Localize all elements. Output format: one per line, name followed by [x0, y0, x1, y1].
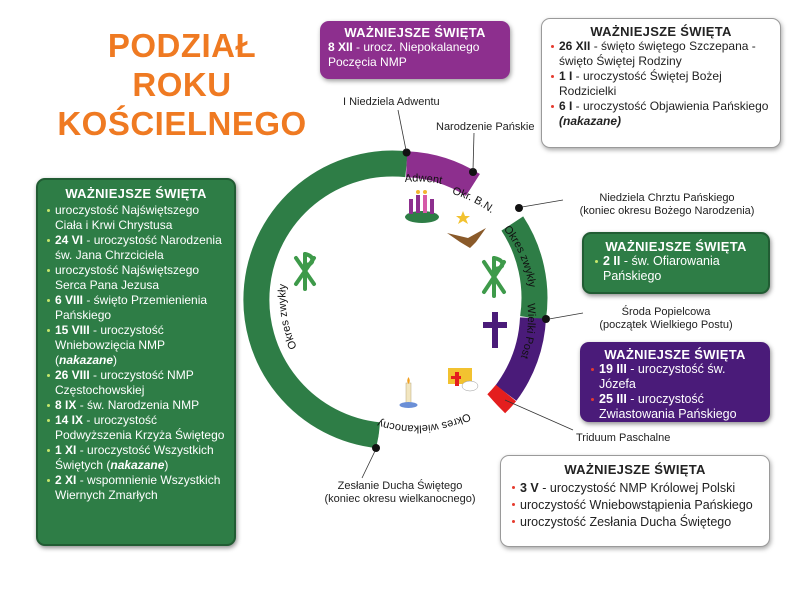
cross-icon [483, 312, 507, 348]
feast-item: uroczystość Wniebowstąpienia Pańskiego [511, 497, 759, 514]
marker-baptism [515, 204, 523, 212]
callout-baptism-title: Niedziela Chrztu Pańskiego [599, 192, 735, 204]
box-header: WAŻNIEJSZE ŚWIĘTA [590, 24, 732, 39]
season-ordinary1-label: Okres zwykły [501, 223, 538, 289]
callout-baptism [562, 192, 772, 218]
callout-ash-wednesday-title: Środa Popielcowa [621, 306, 711, 318]
feast-item: 1 XI - uroczystość Wszystkich Świętych (nakazane) [46, 443, 226, 473]
title-line-1: PODZIAŁ [107, 27, 257, 64]
box-header: WAŻNIEJSZE ŚWIĘTA [65, 186, 207, 201]
season-christmas-label: Okr. B.N. [450, 185, 497, 216]
ring-triduum [496, 393, 506, 404]
easter-lamb-icon [448, 368, 478, 391]
feast-item: 1 I - uroczystość Świętej Bożej Rodzicielki [550, 69, 772, 99]
box-lent-feasts [580, 342, 770, 422]
box-header: WAŻNIEJSZE ŚWIĘTA [605, 239, 747, 254]
star-dove-icon [447, 211, 486, 248]
box-ordinary-feasts [36, 178, 236, 546]
callout-triduum: Triduum Paschalne [576, 432, 671, 444]
chi-rho-icon-left [296, 254, 314, 289]
paschal-candle-icon [400, 377, 418, 408]
feast-item: 14 IX - uroczystość Podwyższenia Krzyża Świętego [46, 413, 226, 443]
callout-ash-wednesday-sub: (początek Wielkiego Postu) [599, 319, 733, 331]
feast-item: 26 VIII - uroczystość NMP Częstochowskiej [46, 368, 226, 398]
feast-item: uroczystość Zesłania Ducha Świętego [511, 514, 759, 531]
callout-baptism-sub: (koniec okresu Bożego Narodzenia) [579, 205, 755, 217]
callout-pentecost [300, 480, 500, 506]
box-header: WAŻNIEJSZE ŚWIĘTA [604, 347, 746, 362]
callout-advent-start: I Niedziela Adwentu [343, 96, 440, 108]
callout-nativity: Narodzenie Pańskie [436, 121, 535, 133]
box-feb-feasts [582, 232, 770, 294]
box-header: WAŻNIEJSZE ŚWIĘTA [564, 462, 706, 477]
box-header: WAŻNIEJSZE ŚWIĘTA [344, 25, 486, 40]
feast-item: 25 III - uroczystość Zwiastowania Pańskiego [590, 392, 760, 422]
box-christmas-feasts [541, 18, 781, 148]
feast-item: uroczystość Najświętszego Serca Pana Jezusa [46, 263, 226, 293]
box-easter-feasts [500, 455, 770, 547]
feast-item: 8 XII - urocz. Niepokalanego Poczęcia NMP [328, 40, 480, 69]
feast-item: 24 VI - uroczystość Narodzenia św. Jana Chrzciciela [46, 233, 226, 263]
callout-pentecost-title: Zesłanie Ducha Świętego [337, 480, 463, 492]
feast-item: 6 VIII - święto Przemienienia Pańskiego [46, 293, 226, 323]
feast-item: 26 XII - święto świętego Szczepana - święto Świętej Rodziny [550, 39, 772, 69]
feast-item: 2 II - św. Ofiarowania Pańskiego [594, 254, 758, 284]
marker-pentecost [372, 444, 380, 452]
season-advent-label: Adwent [404, 172, 444, 187]
feast-item: 3 V - uroczystość NMP Królowej Polski [511, 480, 759, 497]
feast-item: uroczystość Najświętszego Ciała i Krwi Chrystusa [46, 203, 226, 233]
chi-rho-icon [484, 258, 504, 296]
advent-wreath-icon [405, 190, 439, 223]
marker-ash-wednesday [542, 315, 550, 323]
box-advent-feasts [320, 21, 510, 79]
marker-advent-start [403, 149, 411, 157]
season-lent-label: Wielki Post [517, 302, 538, 361]
season-easter-label: Okres wielkanocny [376, 410, 473, 435]
season-ordinary2-label: Okres zwykły [276, 283, 300, 352]
feast-item: 19 III - uroczystość św. Józefa [590, 362, 760, 392]
title-line-3: KOŚCIELNEGO [57, 105, 307, 142]
feast-item: 8 IX - św. Narodzenia NMP [46, 398, 226, 413]
callout-ash-wednesday [576, 306, 756, 332]
feast-item: 15 VIII - uroczystość Wniebowzięcia NMP (nakazane) [46, 323, 226, 368]
feast-item: 2 XI - wspomnienie Wszystkich Wiernych Zmarłych [46, 473, 226, 503]
feast-item: 6 I - uroczystość Objawienia Pańskiego (nakazane) [550, 99, 772, 129]
callout-pentecost-sub: (koniec okresu wielkanocnego) [324, 493, 476, 505]
title-line-2: ROKU [132, 66, 232, 103]
